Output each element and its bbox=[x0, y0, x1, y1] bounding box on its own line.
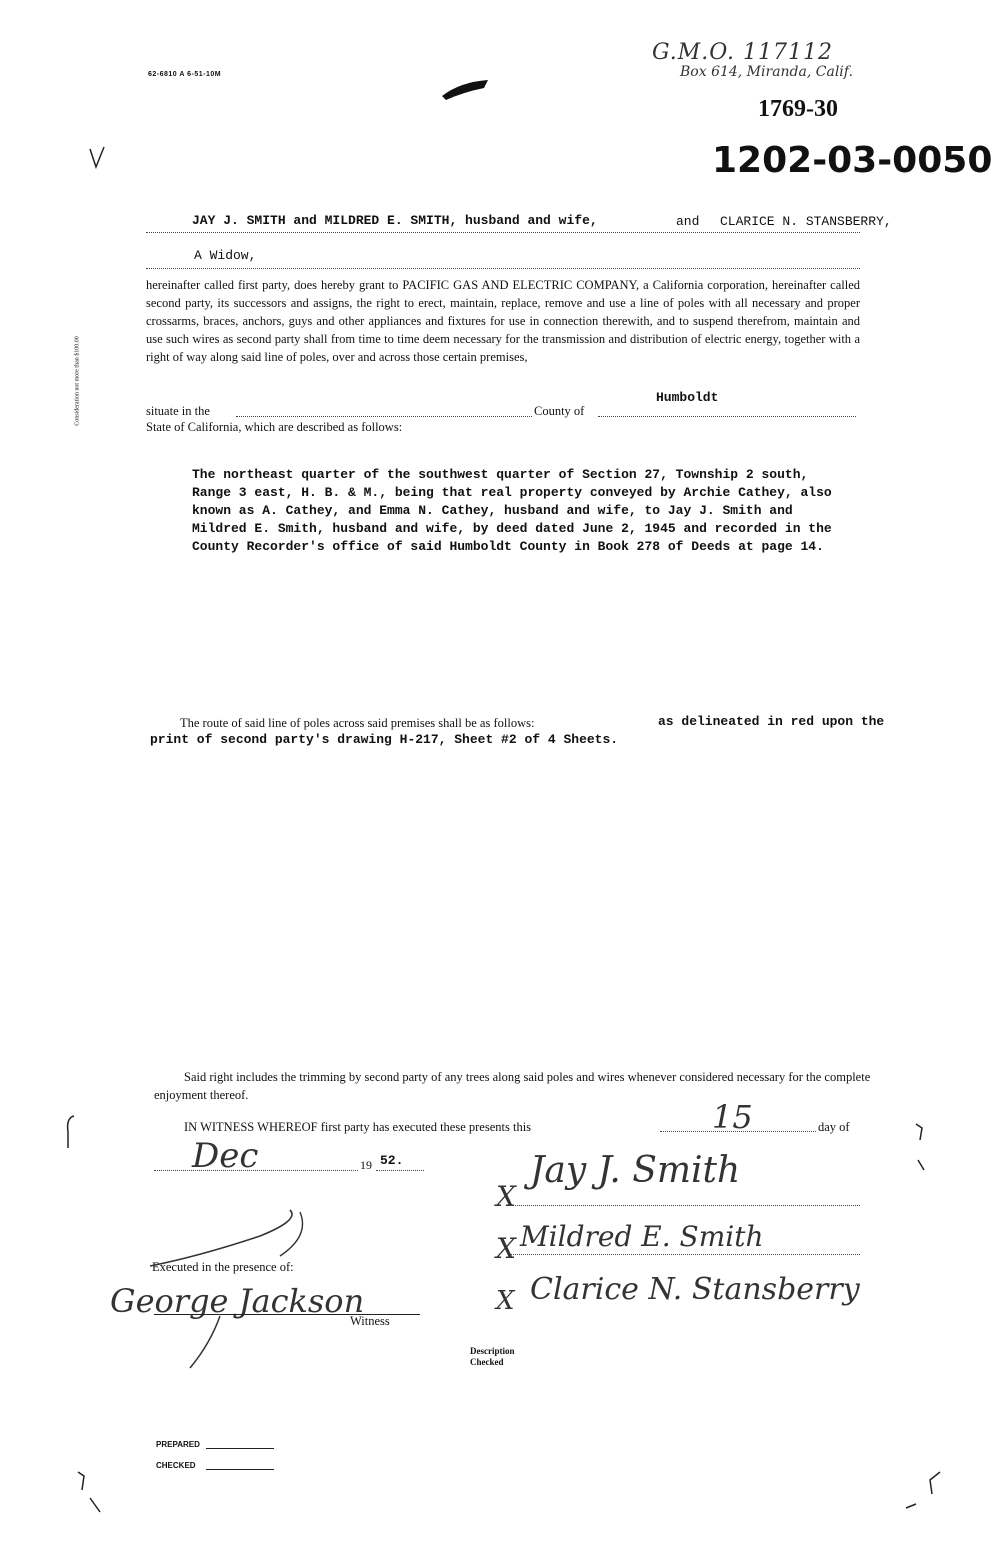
party-line-1 bbox=[146, 232, 860, 233]
widow-line: A Widow, bbox=[194, 248, 257, 263]
month-value: Dec bbox=[192, 1136, 259, 1176]
ink-mark bbox=[440, 76, 520, 106]
county-blank bbox=[598, 416, 856, 417]
checked-line bbox=[206, 1469, 274, 1470]
signature-mark-1: X bbox=[496, 1180, 516, 1213]
state-line: State of California, which are described as follows: bbox=[146, 420, 403, 434]
county-label: County of bbox=[534, 404, 585, 418]
corner-mark-top-right bbox=[912, 1120, 932, 1180]
stamp-number: 1769-30 bbox=[758, 96, 838, 122]
file-number: 1202-03-0050 bbox=[712, 140, 993, 181]
check-mark bbox=[88, 145, 108, 171]
presence-label: Executed in the presence of: bbox=[152, 1260, 294, 1274]
stamp-line-description: Description bbox=[470, 1346, 515, 1356]
form-code: 62-6810 A 6-51-10M bbox=[148, 71, 222, 78]
stamp-line-checked: Checked bbox=[470, 1357, 504, 1367]
property-description: The northeast quarter of the southwest quarter of Section 27, Township 2 south, Range 3 east, H. B. & M., being that real property conveyed by Archie Cathey, also known as A. Cathey, and Emma N. Cathey, husband and wife, to Jay J. Smith and Mildred E. Smith, husband and wife, by deed dated June 2, 1945 and recorded in the County Recorder's office of said Humboldt County in Book 278 of Deeds at page 14. bbox=[192, 467, 832, 554]
handwritten-address: Box 614, Miranda, Calif. bbox=[680, 64, 853, 80]
signature-line-1 bbox=[510, 1205, 860, 1206]
handwritten-reference: G.M.O. 117112 bbox=[652, 40, 834, 65]
prepared-label: PREPARED bbox=[156, 1440, 200, 1449]
first-party-names: JAY J. SMITH and MILDRED E. SMITH, husband and wife, bbox=[192, 213, 598, 228]
second-party-name: CLARICE N. STANSBERRY, bbox=[720, 214, 892, 229]
witness-clause: IN WITNESS WHEREOF first party has executed these presents this bbox=[184, 1120, 532, 1134]
county-value: Humboldt bbox=[656, 390, 719, 405]
corner-mark-bottom-left bbox=[70, 1468, 110, 1518]
and-word: and bbox=[676, 214, 700, 229]
corner-mark-top-left bbox=[60, 1112, 80, 1152]
witness-label: Witness bbox=[350, 1314, 390, 1328]
situate-blank bbox=[236, 416, 532, 417]
year-blank bbox=[376, 1170, 424, 1171]
witness-flourish bbox=[140, 1206, 340, 1276]
signature-mark-3: X bbox=[496, 1286, 515, 1316]
year-prefix: 19 bbox=[360, 1158, 372, 1172]
situate-label: situate in the bbox=[146, 404, 210, 418]
signature-3: Clarice N. Stansberry bbox=[530, 1272, 860, 1307]
signature-mark-2: X bbox=[496, 1232, 516, 1265]
witness-signature: George Jackson bbox=[110, 1282, 365, 1320]
prepared-line bbox=[206, 1448, 274, 1449]
description-stamp bbox=[470, 1346, 515, 1368]
checked-label: CHECKED bbox=[156, 1461, 196, 1470]
route-description: as delineated in red upon the print of second party's drawing H-217, Sheet #2 of 4 Sheets. bbox=[150, 714, 885, 747]
first-party-line bbox=[192, 213, 598, 228]
signature-2: Mildred E. Smith bbox=[520, 1220, 764, 1253]
witness-tail bbox=[180, 1314, 240, 1374]
year-value: 52. bbox=[380, 1153, 404, 1168]
day-of-label: day of bbox=[818, 1120, 850, 1134]
party-line-2 bbox=[146, 268, 860, 269]
grant-paragraph: hereinafter called first party, does hereby grant to PACIFIC GAS AND ELECTRIC COMPANY, a California corporation, hereinafter called second party, its successors and assigns, the right to erect, maintain, replace, remove and use a line of poles with all necessary and proper crossarms, braces, anchors, guys and other appliances and fixtures for use in connection therewith, and to suspend therefrom, maintain and use such wires as second party shall from time to time deem necessary for the transmission and distribution of electric energy, together with a right of way along said line of poles, over and across those certain premises, bbox=[146, 278, 860, 364]
trimming-clause: Said right includes the trimming by second party of any trees along said poles and wires whenever considered necessary for the complete enjoyment thereof. bbox=[154, 1070, 871, 1102]
day-value: 15 bbox=[712, 1098, 753, 1136]
margin-note: Consideration not more than $100.00 bbox=[74, 336, 81, 426]
route-text bbox=[150, 713, 890, 749]
signature-1: Jay J. Smith bbox=[530, 1150, 741, 1191]
route-label: The route of said line of poles across said premises shall be as follows: bbox=[180, 716, 535, 730]
corner-mark-bottom-right bbox=[900, 1468, 950, 1518]
signature-line-2 bbox=[510, 1254, 860, 1255]
